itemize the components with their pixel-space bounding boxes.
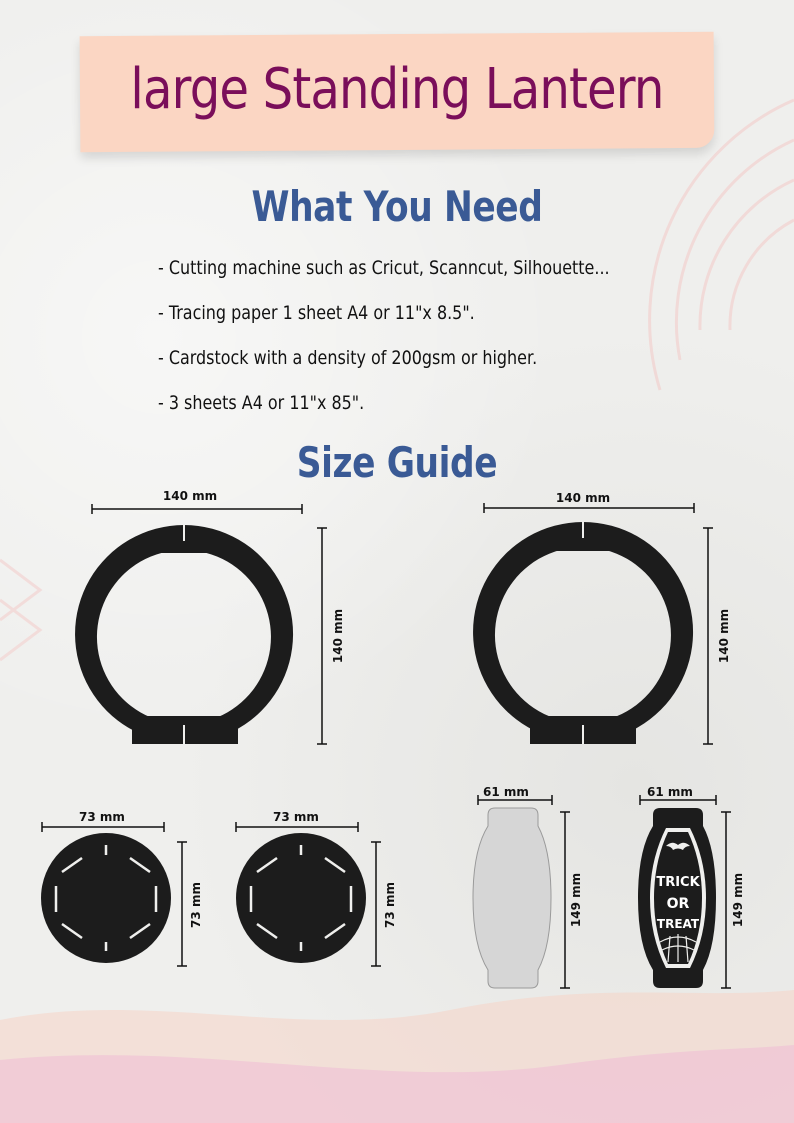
list-item: - Cutting machine such as Cricut, Scanncut, Silhouette... bbox=[158, 257, 610, 279]
disc-right-height-label: 73 mm bbox=[383, 882, 397, 928]
disc-part-left bbox=[41, 833, 171, 963]
panel-text-line-3: TREAT bbox=[656, 917, 700, 931]
panel-design-width-label: 61 mm bbox=[647, 785, 693, 799]
page-title: large Standing Lantern bbox=[130, 57, 664, 122]
panel-part-design bbox=[638, 808, 716, 988]
panel-part-plain bbox=[473, 808, 551, 988]
panel-design-height-label: 149 mm bbox=[731, 872, 745, 928]
frame-right-height-label: 140 mm bbox=[717, 608, 731, 664]
panel-plain-width-label: 61 mm bbox=[483, 785, 529, 799]
panel-text-line-2: OR bbox=[666, 896, 690, 912]
disc-right-width-label: 73 mm bbox=[273, 810, 319, 824]
list-item: - 3 sheets A4 or 11"x 85". bbox=[158, 392, 365, 414]
list-item: - Tracing paper 1 sheet A4 or 11"x 8.5". bbox=[158, 302, 475, 324]
size-guide-heading: Size Guide bbox=[296, 438, 498, 487]
disc-left-width-label: 73 mm bbox=[79, 810, 125, 824]
disc-left-height-label: 73 mm bbox=[189, 882, 203, 928]
frame-part-right bbox=[473, 522, 693, 744]
frame-left-height-label: 140 mm bbox=[331, 608, 345, 664]
panel-text-line-1: TRICK bbox=[656, 875, 700, 890]
list-item: - Cardstock with a density of 200gsm or higher. bbox=[158, 347, 538, 369]
panel-plain-height-label: 149 mm bbox=[569, 872, 583, 928]
frame-part-left bbox=[75, 525, 293, 744]
disc-part-right bbox=[236, 833, 366, 963]
frame-left-width-label: 140 mm bbox=[162, 489, 218, 503]
frame-right-width-label: 140 mm bbox=[555, 491, 611, 505]
what-you-need-heading: What You Need bbox=[251, 182, 543, 231]
